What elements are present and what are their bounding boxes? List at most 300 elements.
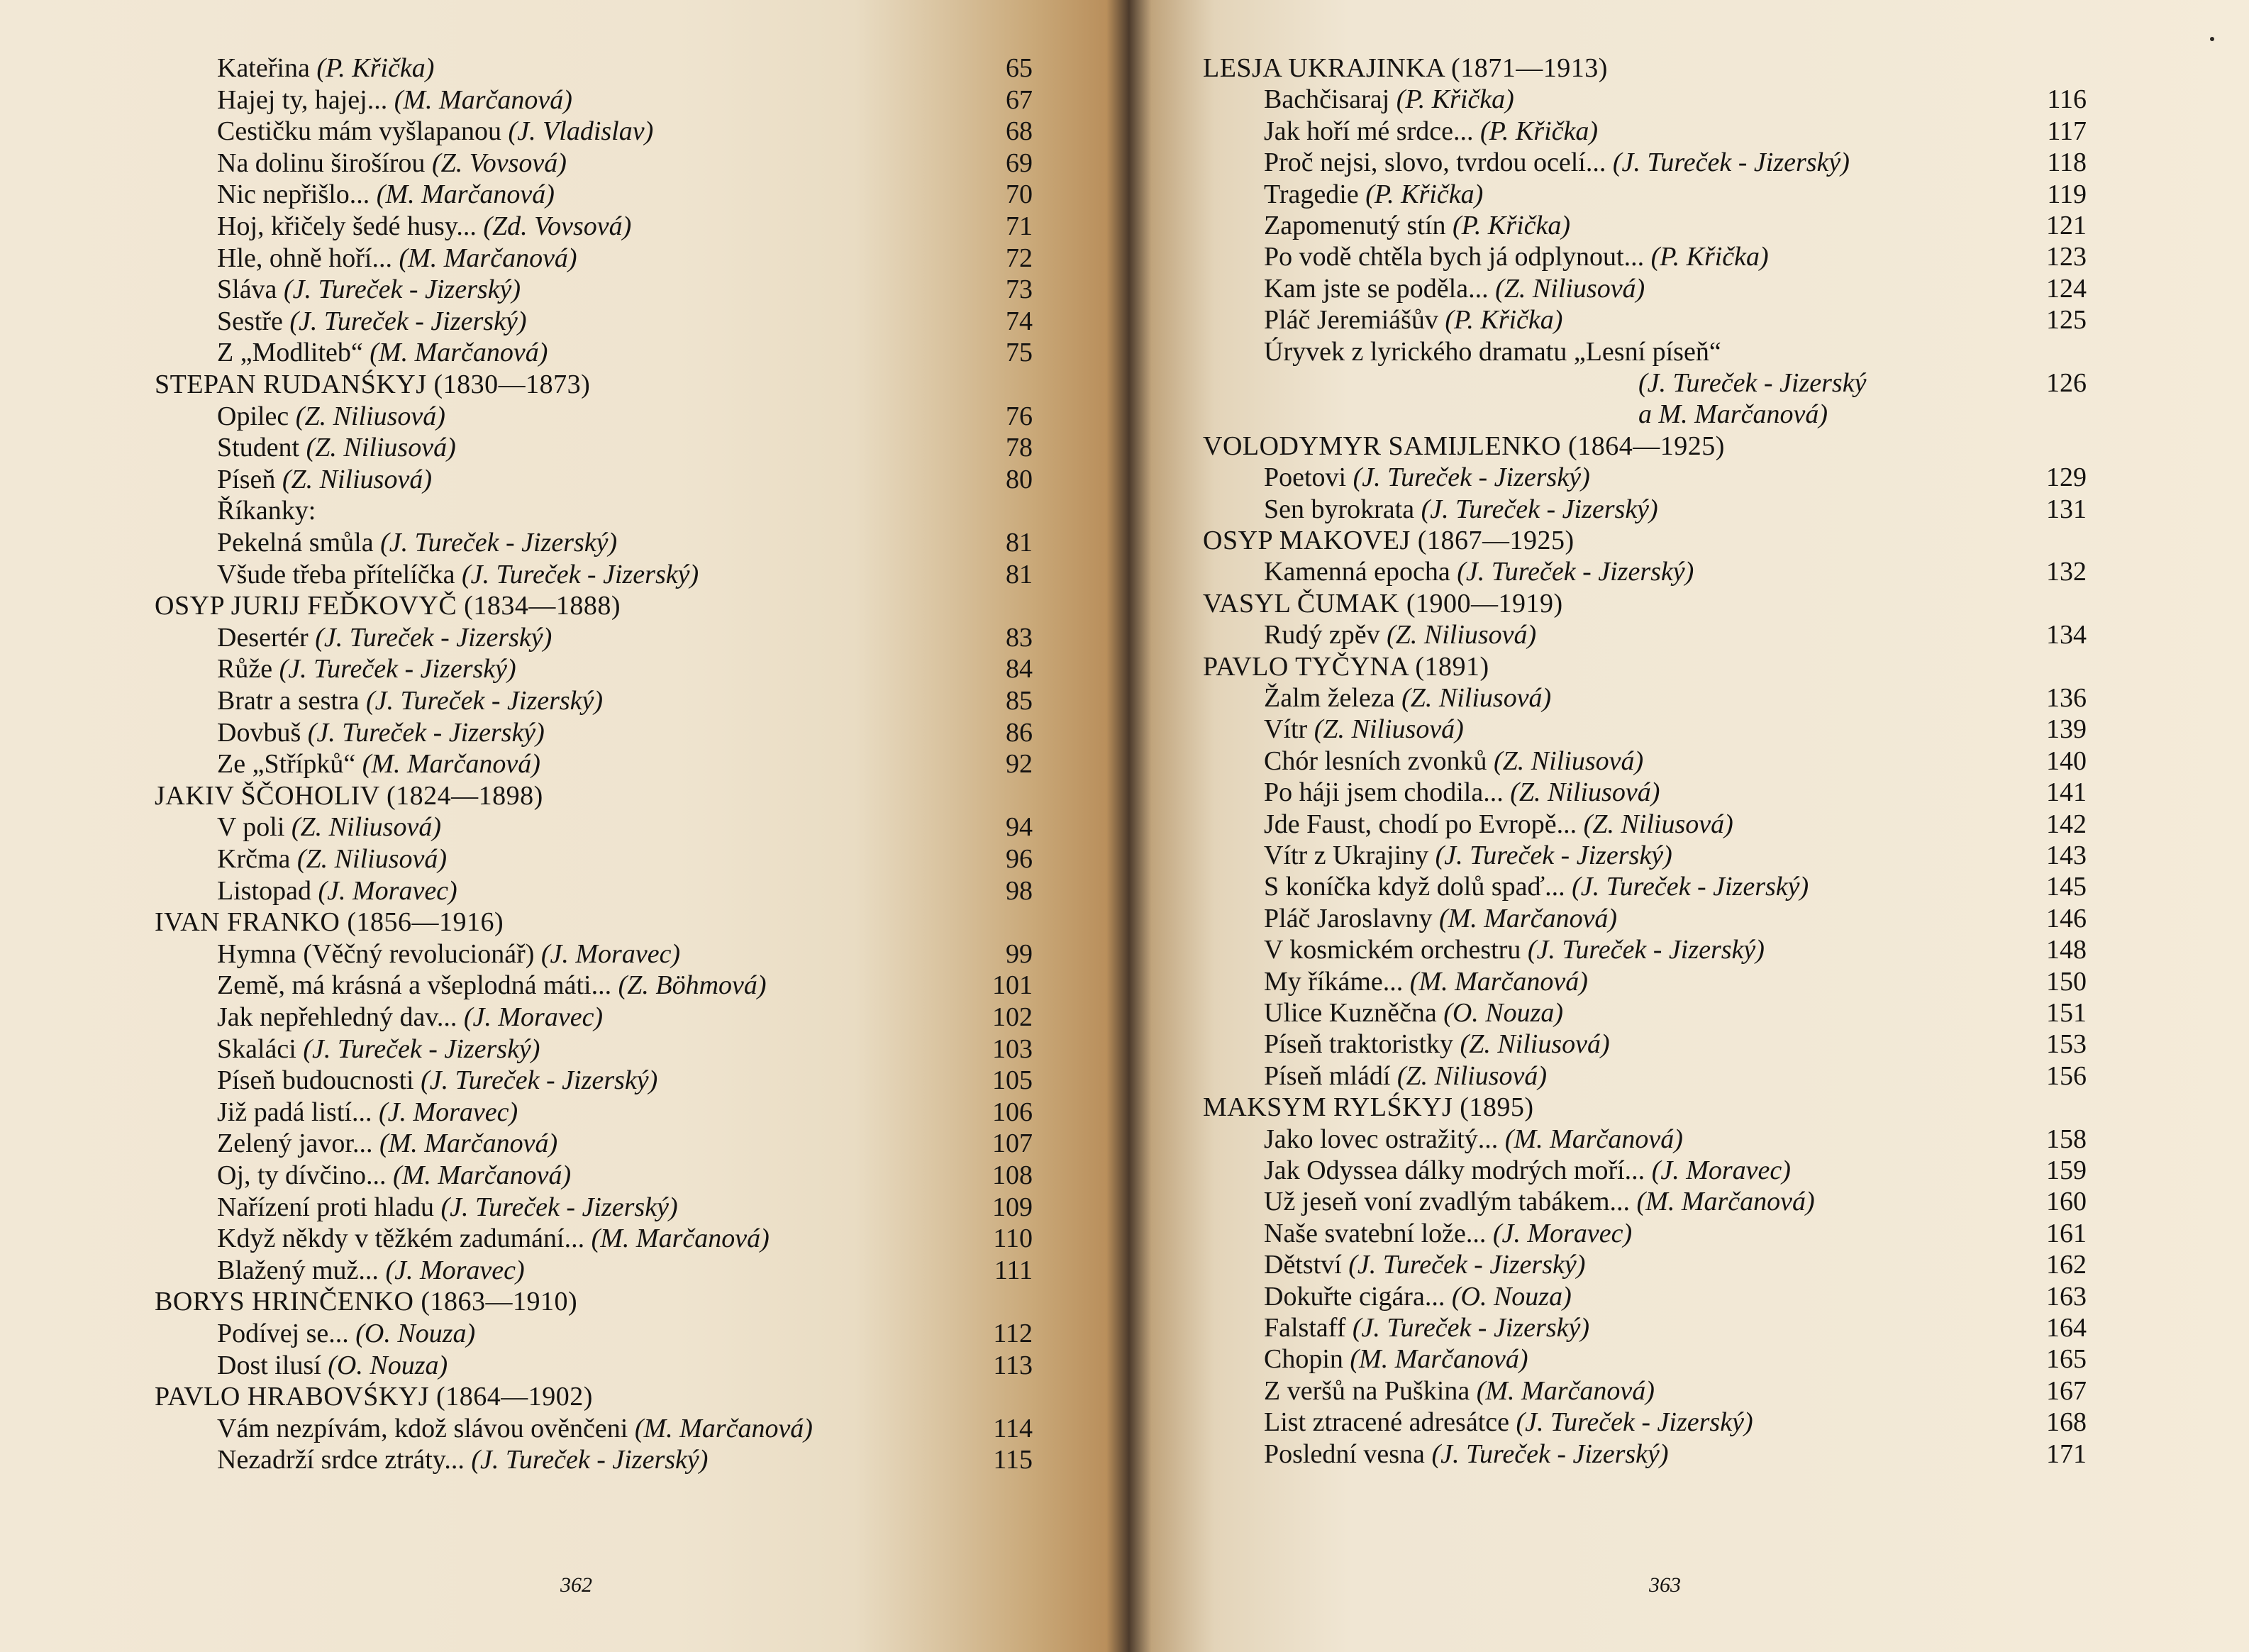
poem-title-text: Naše svatební lože... (1264, 1218, 1487, 1248)
poem-title-text: Pláč Jeremiášův (1264, 305, 1438, 336)
poem-title-text: Po háji jsem chodila... (1264, 777, 1504, 808)
translator-name: (J. Tureček - Jizerský) (462, 559, 699, 589)
author-name: BORYS HRINČENKO (1863—1910) (155, 1287, 578, 1317)
translator-name: (M. Marčanová) (399, 243, 577, 273)
page-ref: 78 (1006, 433, 1033, 463)
poem-title-text: Jde Faust, chodí po Evropě... (1264, 809, 1577, 839)
poem-title (217, 1033, 540, 1065)
translator-name: (M. Marčanová) (1438, 903, 1618, 933)
poem-title-text: Píseň (217, 464, 276, 494)
page-ref: 116 (2047, 84, 2087, 115)
poem-title: Úryvek z lyrického dramatu „Lesní píseň“ (1264, 336, 1721, 367)
translator-name: (J. Moravec) (463, 1002, 604, 1032)
page-ref: 132 (2046, 557, 2087, 587)
translator-name: (J. Tureček - Jizerský) (471, 1445, 709, 1475)
author-name: VASYL ČUMAK (1900—1919) (1203, 588, 1563, 619)
poem-title-text: Bratr a sestra (217, 686, 360, 716)
page-ref: 158 (2046, 1124, 2087, 1154)
page-ref: 140 (2046, 745, 2087, 776)
translator-name: (J. Tureček - Jizerský) (1421, 494, 1658, 524)
poem-title (217, 148, 567, 179)
page-ref: 113 (993, 1350, 1033, 1380)
author-name: IVAN FRANKO (1856—1916) (155, 907, 504, 938)
poem-title-text: Dokuřte cigára... (1264, 1281, 1445, 1312)
page-ref: 109 (992, 1192, 1033, 1222)
page-ref: 110 (993, 1224, 1033, 1254)
page-ref: 129 (2046, 462, 2087, 493)
page-ref: 171 (2046, 1438, 2087, 1469)
page-ref: 86 (1006, 717, 1033, 748)
page-ref: 167 (2046, 1375, 2087, 1406)
page-ref: 146 (2046, 903, 2087, 933)
translator-name: (Z. Niliusová) (1494, 745, 1644, 776)
poem-title-text: Opilec (217, 401, 289, 431)
poem-title-text: Ulice Kuzněčna (1264, 998, 1437, 1028)
translator-name: (M. Marčanová) (376, 179, 555, 210)
page-ref: 143 (2046, 841, 2087, 870)
page-ref: 70 (1006, 179, 1033, 210)
poem-title (217, 843, 447, 875)
page-ref: 106 (992, 1097, 1033, 1127)
poem-title-text: Poslední vesna (1264, 1438, 1425, 1469)
poem-title-text: Dovbuš (217, 717, 301, 748)
poem-title (1264, 273, 1645, 304)
translator-name: (M. Marčanová) (1409, 966, 1588, 997)
poem-title-text: Kamenná epocha (1264, 557, 1450, 587)
poem-title (217, 306, 526, 337)
page-ref: 156 (2046, 1060, 2087, 1091)
translator-name: (J. Tureček - Jizerský) (1353, 462, 1590, 493)
poem-title (217, 1160, 571, 1191)
ink-speck (2210, 37, 2214, 41)
translator-name: (J. Tureček - Jizerský) (421, 1065, 658, 1096)
poem-title-text: Jako lovec ostražitý... (1264, 1124, 1499, 1154)
poem-title-text: S koníčka když dolů spaď... (1264, 872, 1565, 902)
page-ref: 168 (2046, 1407, 2087, 1438)
poem-title-text: Oj, ty dívčino... (217, 1160, 387, 1190)
poem-title (217, 211, 631, 242)
translator-name: (P. Křička) (1479, 116, 1599, 146)
poem-title (1264, 1029, 1610, 1060)
poem-title-text: Kam jste se poděla... (1264, 273, 1489, 304)
page-ref: 99 (1006, 938, 1033, 969)
poem-title-text: Již padá listí... (217, 1097, 372, 1127)
poem-title (217, 1128, 557, 1159)
translator-name: (M. Marčanová) (1350, 1344, 1528, 1375)
poem-title (1264, 1155, 1791, 1186)
page-ref: 164 (2046, 1313, 2087, 1343)
poem-title (217, 1318, 475, 1349)
poem-title-text: Jak nepřehledný dav... (217, 1002, 457, 1032)
page-ref: 123 (2046, 242, 2087, 272)
poem-title-text: Když někdy v těžkém zadumání... (217, 1224, 585, 1254)
translator-name: (J. Tureček - Jizerský) (1612, 148, 1850, 178)
page-ref: 101 (992, 970, 1033, 1001)
page-ref: 119 (2047, 179, 2087, 209)
poem-title (1264, 1375, 1655, 1407)
author-name: OSYP JURIJ FEĎKOVYČ (1834—1888) (155, 591, 621, 621)
page-ref: 71 (1006, 211, 1033, 241)
poem-title (217, 1002, 603, 1033)
page-ref: 114 (993, 1413, 1033, 1443)
poem-title-text: Pekelná smůla (217, 528, 374, 558)
page-ref: 72 (1006, 243, 1033, 273)
page-ref: 80 (1006, 464, 1033, 494)
translator-name: (Z. Vovsová) (431, 148, 567, 178)
page-number-left: 362 (560, 1573, 592, 1597)
translator-name: (Z. Niliusová) (282, 464, 432, 494)
translator-name: (M. Marčanová) (393, 1160, 572, 1190)
poem-title (1264, 1218, 1632, 1249)
page-ref: 81 (1006, 559, 1033, 589)
page-ref: 117 (2047, 116, 2087, 146)
translator-name: (J. Tureček - Jizerský) (1435, 841, 1672, 870)
page-ref: 85 (1006, 686, 1033, 716)
poem-title-text: Na dolinu širošírou (217, 148, 426, 178)
poem-title (217, 717, 545, 748)
poem-title-text: Sestře (217, 306, 283, 336)
poem-title (1264, 1438, 1669, 1470)
poem-title (217, 748, 540, 780)
poem-title-text: Student (217, 433, 300, 463)
poem-title-text: Sláva (217, 275, 277, 305)
translator-name: (J. Tureček - Jizerský) (365, 686, 604, 716)
translator-name: (Z. Böhmová) (618, 970, 767, 1001)
translator-name: (Z. Niliusová) (306, 433, 456, 463)
author-name: VOLODYMYR SAMIJLENKO (1864—1925) (1203, 431, 1725, 461)
translator-name: (Z. Niliusová) (1583, 809, 1733, 839)
poem-title-text: Hajej ty, hajej... (217, 84, 388, 115)
poem-title-text: Chór lesních zvonků (1264, 745, 1487, 776)
translator-name: (O. Nouza) (328, 1350, 448, 1380)
poem-title (217, 938, 680, 970)
poem-title (1264, 714, 1464, 745)
translator-name: (J. Tureček - Jizerský) (279, 654, 516, 684)
poem-title (1264, 179, 1483, 210)
page-ref: 105 (992, 1065, 1033, 1096)
poem-title (1264, 809, 1733, 840)
page-ref: 68 (1006, 116, 1033, 147)
poem-title (1264, 903, 1617, 934)
poem-title-text: Blažený muž... (217, 1255, 379, 1285)
poem-title (1264, 619, 1536, 650)
poem-title-text: Sen byrokrata (1264, 494, 1415, 524)
poem-title (217, 685, 603, 716)
page-ref: 107 (992, 1129, 1033, 1159)
page-ref: 74 (1006, 306, 1033, 336)
poem-title (217, 1097, 518, 1128)
page-ref: 150 (2046, 966, 2087, 997)
translator-name: (Z. Niliusová) (1460, 1029, 1610, 1060)
poem-title-text: List ztracené adresátce (1264, 1407, 1509, 1438)
poem-title-text: Píseň traktoristky (1264, 1029, 1454, 1060)
page-ref: 163 (2046, 1281, 2087, 1312)
translator-name: (J. Tureček - Jizerský) (1516, 1407, 1753, 1438)
poem-title (1264, 1281, 1572, 1312)
translator-name: (J. Tureček - Jizerský) (315, 622, 552, 653)
poem-title (217, 1065, 657, 1096)
page-ref: 73 (1006, 275, 1033, 305)
poem-title-text: Poetovi (1264, 462, 1347, 493)
page-ref: 69 (1006, 148, 1033, 178)
translator-name: (J. Moravec) (385, 1255, 525, 1285)
translator-name: (Z. Niliusová) (1495, 273, 1645, 304)
page-ref: 142 (2046, 809, 2087, 839)
poem-title (217, 274, 521, 305)
poem-title-text: Hoj, křičely šedé husy... (217, 211, 477, 241)
poem-title (217, 84, 572, 116)
translator-name: (P. Křička) (1650, 242, 1769, 272)
poem-title-text: Falstaff (1264, 1313, 1346, 1343)
poem-title (1264, 966, 1588, 997)
poem-title (1264, 1407, 1753, 1438)
translator-name: (P. Křička) (316, 53, 435, 83)
poem-title-text: Rudý zpěv (1264, 620, 1380, 650)
poem-title-text: Nařízení proti hladu (217, 1192, 435, 1222)
translator-name: (Zd. Vovsová) (483, 211, 632, 241)
page-ref: 111 (994, 1255, 1033, 1285)
translator-name: (Z. Niliusová) (291, 812, 441, 843)
translator-name: (M. Marčanová) (1476, 1375, 1655, 1406)
poem-title-text: Dětství (1264, 1250, 1342, 1280)
translator-name: (O. Nouza) (1443, 998, 1564, 1028)
translator-name: (J. Tureček - Jizerský) (1572, 872, 1809, 902)
poem-title (1264, 147, 1850, 178)
poem-title-text: Žalm železa (1264, 683, 1395, 713)
page-ref: 148 (2046, 935, 2087, 965)
translator-name: (J. Tureček - Jizerský) (1431, 1438, 1669, 1469)
translator-name: (J. Moravec) (540, 938, 681, 969)
poem-title-text: Pláč Jaroslavny (1264, 903, 1433, 933)
poem-title-text: Píseň mládí (1264, 1060, 1391, 1091)
translator-name: (J. Moravec) (1651, 1155, 1791, 1185)
translator-name: (J. Tureček - Jizerský) (283, 275, 521, 305)
author-name: STEPAN RUDANŚKYJ (1830—1873) (155, 370, 591, 399)
poem-title (217, 1444, 708, 1475)
poem-title-text: My říkáme... (1264, 966, 1404, 997)
translator-name: (M. Marčanová) (379, 1129, 558, 1159)
poem-title (1264, 777, 1660, 808)
translator-name: (J. Moravec) (378, 1097, 518, 1127)
page-ref: 112 (993, 1319, 1033, 1348)
poem-title-text: Kateřina (217, 53, 310, 83)
poem-title (1264, 116, 1598, 147)
poem-title-text: Ze „Střípků“ (217, 749, 356, 780)
poem-title (1264, 210, 1570, 241)
poem-title (217, 970, 767, 1001)
poem-title: Říkanky: (217, 496, 316, 526)
page-ref: 162 (2046, 1250, 2087, 1280)
poem-title-text: Cestičku mám vyšlapanou (217, 116, 502, 147)
page-ref: 134 (2046, 620, 2087, 650)
page-ref: 139 (2046, 714, 2087, 745)
poem-title (1264, 934, 1765, 965)
poem-title-text: Bachčisaraj (1264, 84, 1390, 115)
translator-name: a M. Marčanová) (1638, 399, 1828, 430)
poem-title (217, 1192, 678, 1223)
poem-title (217, 527, 617, 558)
poem-title (217, 179, 555, 210)
poem-title (1264, 84, 1514, 115)
page-number-right: 363 (1649, 1573, 1681, 1597)
poem-title-text: Z „Modliteb“ (217, 338, 363, 368)
page-ref: 125 (2046, 305, 2087, 336)
translator-name: (J. Tureček - Jizerský) (1352, 1313, 1590, 1343)
poem-title-text: V kosmickém orchestru (1264, 935, 1521, 965)
translator-name: (J. Vladislav) (508, 116, 654, 147)
page-ref: 115 (993, 1445, 1033, 1475)
poem-title-text: Krčma (217, 844, 291, 874)
poem-title-text: Listopad (217, 875, 311, 906)
poem-title (217, 622, 552, 653)
poem-title (217, 559, 699, 590)
poem-title (1264, 1249, 1585, 1280)
page-ref: 161 (2046, 1218, 2087, 1248)
poem-title (1264, 1124, 1683, 1155)
page-ref: 98 (1006, 875, 1033, 906)
page-ref: 67 (1006, 84, 1033, 115)
poem-title (1264, 241, 1769, 272)
translator-name: (Z. Niliusová) (1387, 620, 1537, 650)
poem-title-text: Už jeseň voní zvadlým tabákem... (1264, 1187, 1631, 1217)
poem-title-text: Hle, ohně hoří... (217, 243, 392, 273)
translator-name: (J. Tureček - Jizerský) (1457, 557, 1694, 587)
poem-title (217, 653, 516, 684)
translator-name: (P. Křička) (1445, 305, 1563, 336)
page-ref: 118 (2047, 148, 2087, 178)
poem-title-text: Vám nezpívám, kdož slávou ověnčeni (217, 1413, 628, 1443)
page-ref: 165 (2046, 1344, 2087, 1375)
translator-name: (Z. Niliusová) (296, 844, 448, 874)
page-ref: 126 (2046, 368, 2087, 398)
translator-name: (J. Tureček - Jizerský (1638, 368, 1867, 398)
right-page (1125, 0, 2249, 1652)
poem-title (1264, 1186, 1815, 1217)
poem-title (1264, 682, 1551, 714)
poem-title-text: Jak Odyssea dálky modrých moří... (1264, 1155, 1645, 1185)
poem-title (1264, 871, 1809, 902)
poem-title (1264, 745, 1643, 777)
page-ref: 94 (1006, 812, 1033, 843)
translator-name: (J. Tureček - Jizerský) (1527, 935, 1765, 965)
poem-title-text: Tragedie (1264, 179, 1359, 209)
page-ref: 65 (1006, 53, 1033, 83)
poem-title (1264, 494, 1658, 525)
poem-title (1264, 304, 1562, 336)
poem-title (217, 464, 432, 495)
page-ref: 131 (2046, 494, 2087, 524)
poem-title (1264, 997, 1563, 1029)
poem-title (1264, 556, 1694, 587)
translator-name: (O. Nouza) (355, 1319, 476, 1348)
translator-name: (J. Tureček - Jizerský) (380, 528, 618, 558)
poem-title (217, 116, 653, 147)
author-name: OSYP MAKOVEJ (1867—1925) (1203, 526, 1575, 555)
poem-title (1264, 462, 1590, 493)
page-ref: 102 (992, 1002, 1033, 1032)
poem-title-text: Zapomenutý stín (1264, 211, 1446, 240)
author-name: LESJA UKRAJINKA (1871—1913) (1203, 53, 1608, 83)
page-ref: 141 (2046, 777, 2087, 808)
poem-title (217, 811, 441, 843)
translator-name: (M. Marčanová) (370, 338, 548, 368)
poem-title-text: Zelený javor... (217, 1129, 373, 1159)
translator-name: (M. Marčanová) (1504, 1124, 1683, 1154)
page-ref: 103 (992, 1033, 1033, 1064)
poem-title (217, 1223, 770, 1254)
poem-title-text: Nic nepřišlo... (217, 179, 370, 210)
poem-title (217, 1413, 813, 1444)
page-ref: 76 (1006, 401, 1033, 431)
translator-name: (Z. Niliusová) (1396, 1060, 1548, 1091)
translator-name: (P. Křička) (1452, 211, 1571, 240)
poem-title-text: V poli (217, 812, 285, 843)
translator-name: (P. Křička) (1365, 179, 1484, 209)
poem-title (217, 52, 434, 84)
translator-name: (P. Křička) (1396, 84, 1514, 115)
page-ref: 159 (2046, 1155, 2087, 1185)
poem-title (217, 401, 445, 432)
page-ref: 108 (992, 1160, 1033, 1190)
poem-title-text: Hymna (Věčný revolucionář) (217, 938, 535, 969)
translator-name: (M. Marčanová) (1636, 1187, 1815, 1217)
page-ref: 151 (2046, 998, 2087, 1028)
poem-title-text: Po vodě chtěla bych já odplynout... (1264, 242, 1645, 272)
translator-name: (M. Marčanová) (634, 1413, 813, 1443)
page-ref: 81 (1006, 528, 1033, 558)
page-ref: 84 (1006, 654, 1033, 684)
poem-title-text: Růže (217, 654, 273, 684)
page-ref: 83 (1006, 622, 1033, 653)
poem-title (217, 1350, 448, 1381)
page-ref: 124 (2046, 273, 2087, 304)
translator-name: (J. Tureček - Jizerský) (1348, 1250, 1586, 1280)
translator-name: (M. Marčanová) (394, 84, 572, 115)
translator-name: (Z. Niliusová) (1510, 777, 1660, 808)
poem-title (217, 875, 457, 907)
translator-name: (J. Tureček - Jizerský) (289, 306, 527, 336)
poem-title-text: Podívej se... (217, 1319, 349, 1348)
translator-name: (J. Moravec) (318, 875, 457, 906)
poem-title-text: Země, má krásná a všeplodná máti... (217, 970, 612, 1001)
translator-name: (M. Marčanová) (591, 1224, 770, 1254)
poem-title (1264, 1343, 1528, 1375)
page-ref: 160 (2046, 1187, 2087, 1217)
poem-title-text: Z veršů na Puškina (1264, 1375, 1470, 1406)
author-name: PAVLO TYČYNA (1891) (1203, 651, 1489, 682)
poem-title-text: Proč nejsi, slovo, tvrdou ocelí... (1264, 148, 1606, 178)
page-ref: 136 (2046, 683, 2087, 713)
author-name: JAKIV ŠČOHOLIV (1824—1898) (155, 780, 543, 811)
poem-title (1264, 840, 1672, 871)
poem-title-text: Dost ilusí (217, 1350, 321, 1380)
translator-name: (J. Tureček - Jizerský) (303, 1033, 540, 1064)
translator-name: (J. Tureček - Jizerský) (440, 1192, 678, 1222)
translator-name: (Z. Niliusová) (295, 401, 445, 431)
left-page (0, 0, 1124, 1652)
translator-name: (Z. Niliusová) (1314, 714, 1464, 745)
translator-name: (J. Tureček - Jizerský) (307, 717, 545, 748)
poem-title (217, 243, 577, 274)
page-ref: 92 (1006, 749, 1033, 780)
poem-title-text: Desertér (217, 622, 309, 653)
poem-title-text: Píseň budoucnosti (217, 1065, 414, 1096)
poem-title-text: Všude třeba přítelíčka (217, 559, 455, 589)
page-ref: 75 (1006, 338, 1033, 368)
translator-name: (M. Marčanová) (362, 749, 540, 780)
poem-title-text: Nezadrží srdce ztráty... (217, 1445, 465, 1475)
poem-title (217, 337, 548, 368)
